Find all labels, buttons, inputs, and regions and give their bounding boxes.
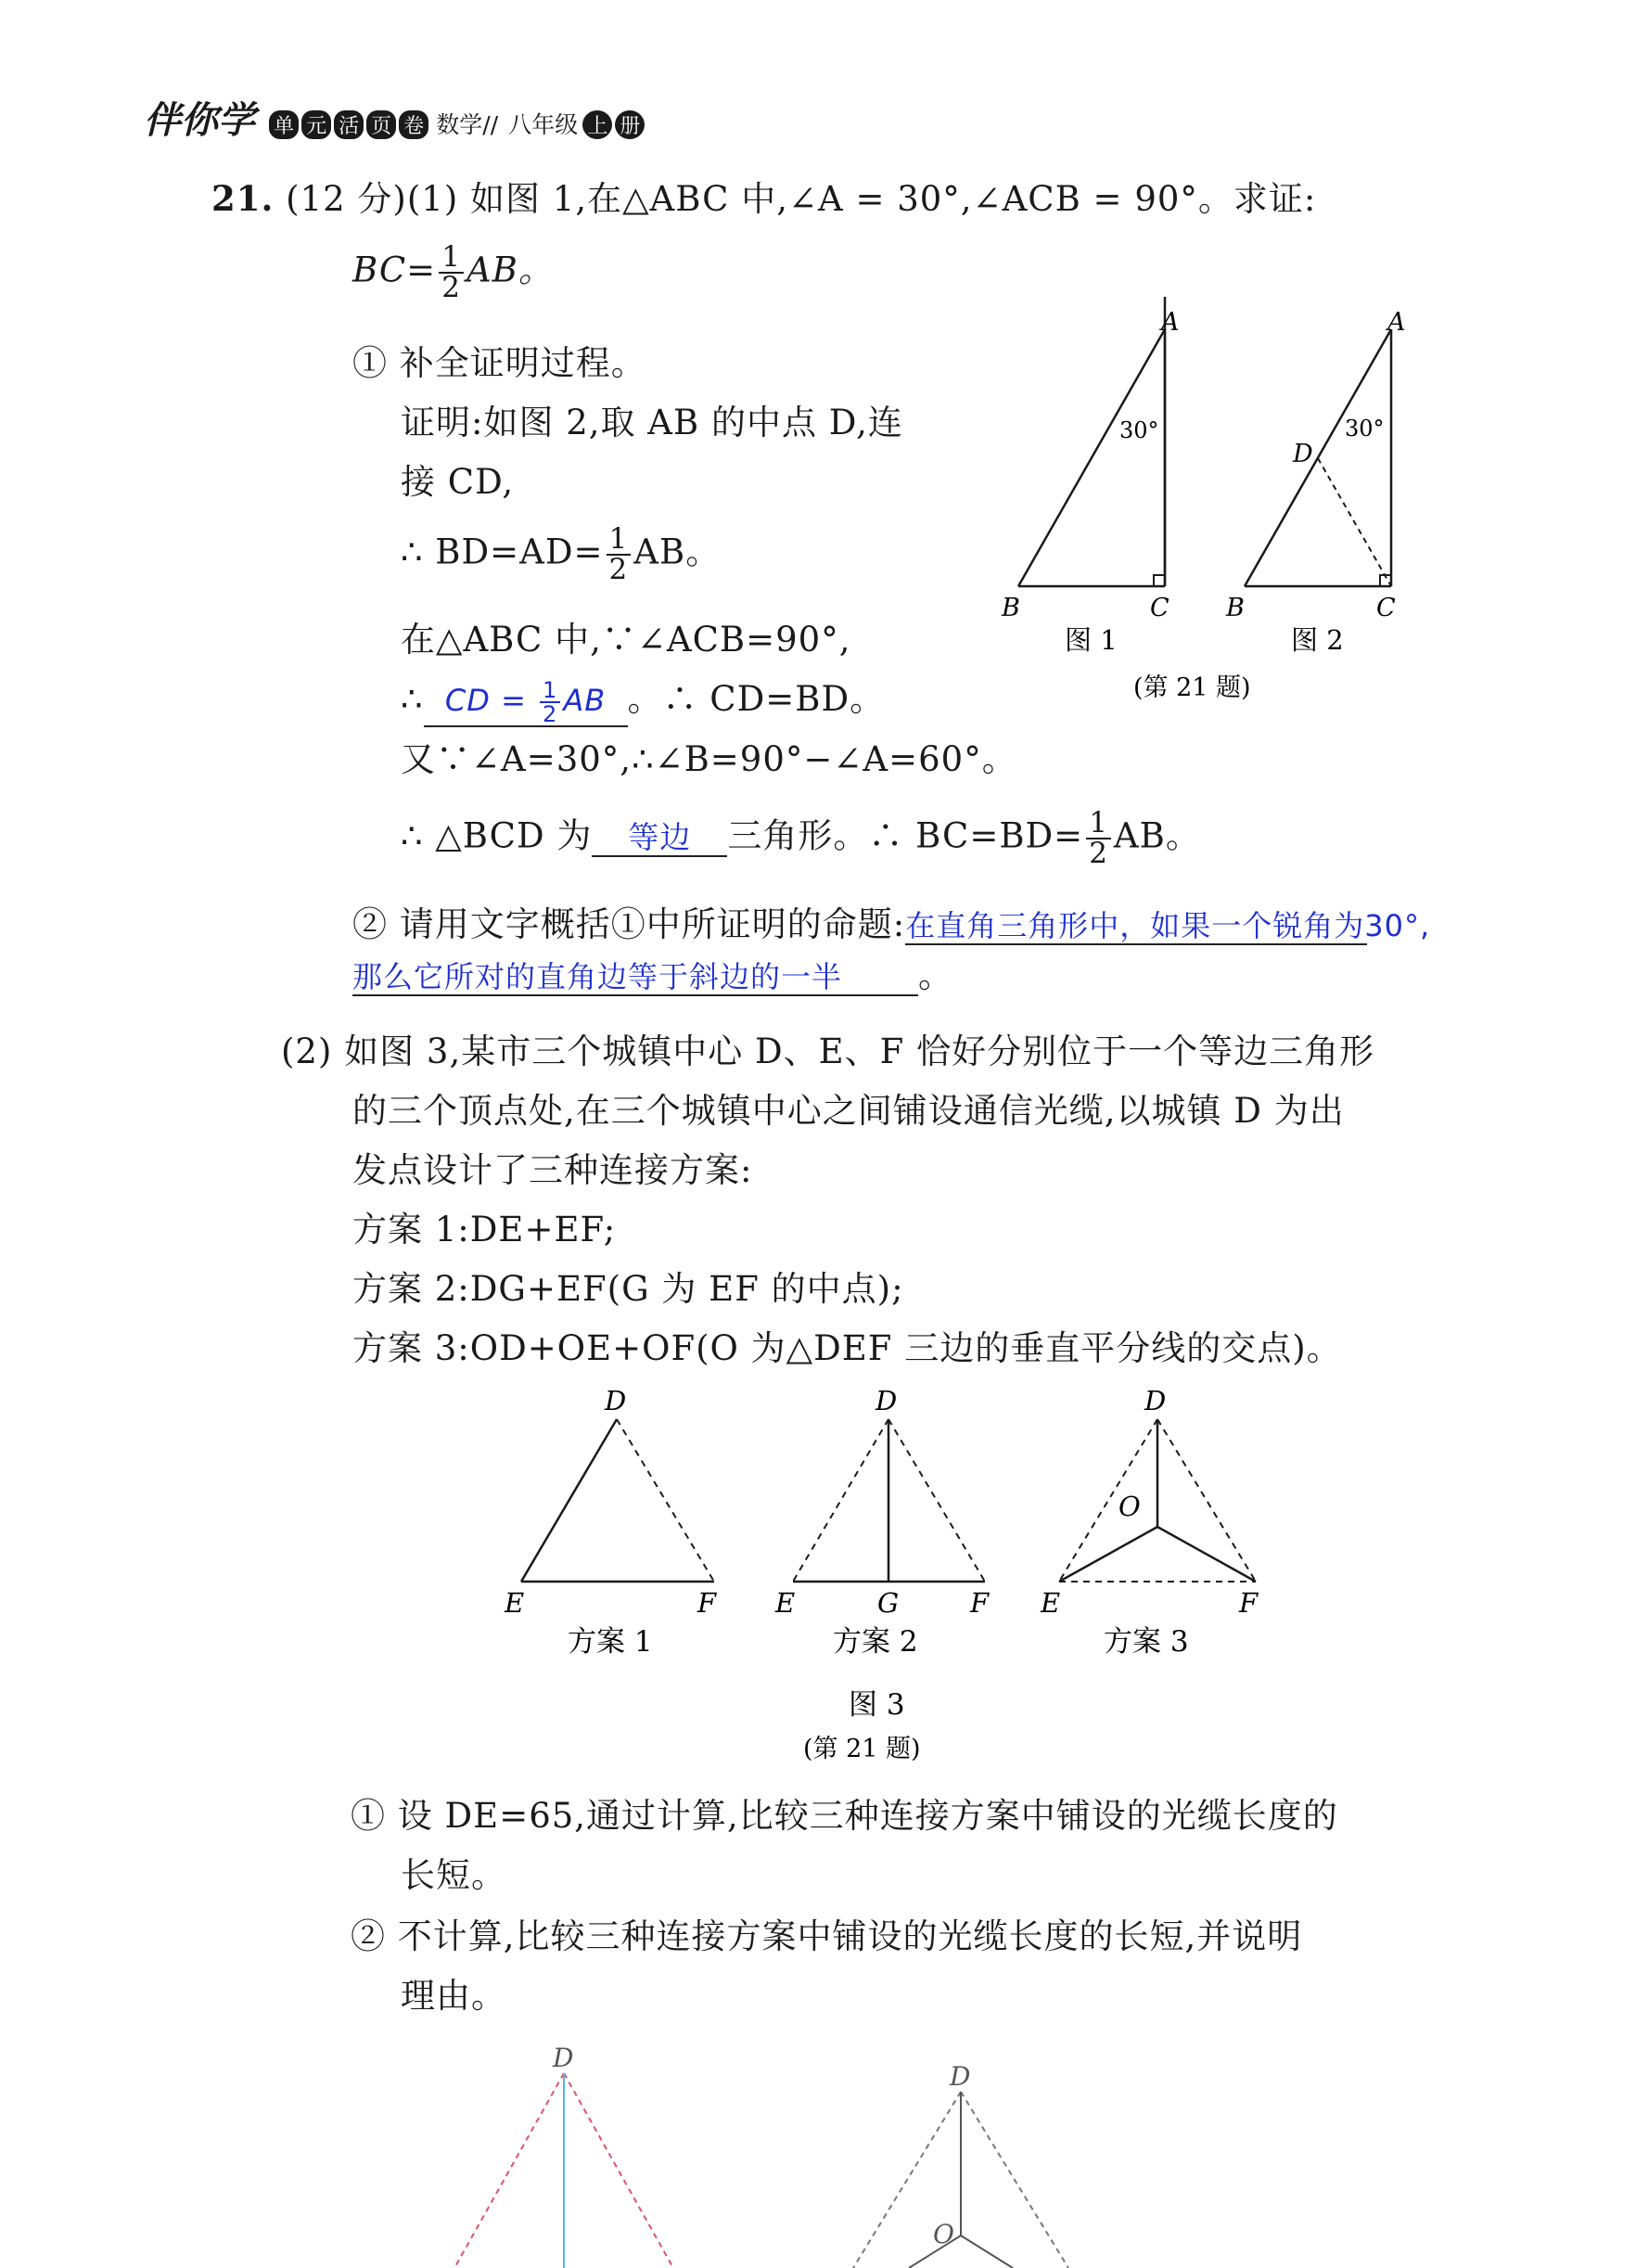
fig1-label-b: B (1002, 594, 1020, 622)
proof-line-3-post: AB。 (633, 532, 722, 572)
fig2-label-d: D (1293, 440, 1313, 468)
plan3-segment-oe (1059, 1527, 1157, 1582)
plan3-label-o: O (1118, 1491, 1141, 1522)
brand-title: 伴你学 (144, 99, 255, 142)
fraction-numerator: 1 (607, 525, 632, 556)
proof-line-5-pre: ∴ (401, 679, 424, 719)
fig2-median-cd (1318, 458, 1391, 586)
problem-number: 21. (211, 178, 275, 219)
grade-label: 八年级 (508, 111, 579, 138)
sketch-left-side-2 (564, 2073, 673, 2268)
question-2-line-1: ② 不计算,比较三种连接方案中铺设的光缆长度的长短,并说明 (351, 1916, 1303, 1956)
sketch-left-side-1 (454, 2073, 564, 2268)
fraction-half (1086, 806, 1111, 870)
proof-line-7-pre: ∴ △BCD 为 (401, 815, 593, 856)
plan3-segment-de (1059, 1419, 1157, 1582)
fig2-angle-label: 30° (1345, 416, 1385, 442)
plan3-segment-df (1157, 1419, 1256, 1582)
sketch-left-label-d: D (553, 2043, 574, 2073)
series-char: 页 (366, 110, 396, 139)
fig2-caption: 图 2 (1291, 624, 1344, 656)
fig2-label-b: B (1226, 594, 1245, 622)
series-badge (269, 115, 436, 138)
proof-line-7 (401, 806, 1201, 870)
proof-line-7-post: AB。 (1113, 815, 1201, 856)
part2-line-2: 的三个顶点处,在三个城镇中心之间铺设通信光缆,以城镇 D 为出 (352, 1091, 1345, 1131)
fig1-right-angle-mark (1154, 575, 1165, 586)
plan2-segment-df (888, 1419, 985, 1582)
fig2-label-c: C (1376, 594, 1396, 622)
plan3-caption: 方案 3 (1104, 1625, 1189, 1659)
plan1-segment-df (617, 1419, 714, 1582)
volume-char: 册 (615, 110, 645, 139)
plan3-label-f: F (1239, 1587, 1259, 1619)
series-char: 单 (269, 110, 299, 139)
fraction-numerator: 1 (540, 679, 560, 703)
step2-question (352, 904, 1431, 945)
fig1-angle-label: 30° (1119, 417, 1159, 443)
figure-3 (492, 1382, 1289, 1772)
claim-rhs: AB。 (466, 250, 554, 290)
step2-question-text: ② 请用文字概括①中所证明的命题: (352, 904, 906, 944)
plan1-caption: 方案 1 (568, 1625, 653, 1659)
plan-3-text: 方案 3:OD+OE+OF(O 为△DEF 三边的垂直平分线的交点)。 (352, 1328, 1342, 1368)
plan3-segment-of (1157, 1527, 1256, 1582)
question-2-line-2: 理由。 (401, 1976, 506, 2016)
fig3-caption: 图 3 (849, 1688, 905, 1722)
fraction-denominator: 2 (608, 553, 629, 586)
claim-lhs: BC= (352, 250, 437, 290)
page-header (144, 91, 647, 144)
fig1-label-a: A (1161, 308, 1180, 337)
step1-title: ① 补全证明过程。 (352, 343, 646, 383)
proof-line-4: 在△ABC 中,∵∠ACB=90°, (401, 620, 851, 660)
plan-1-text: 方案 1:DE+EF; (352, 1210, 617, 1249)
problem-heading (211, 178, 1316, 220)
proof-line-2: 接 CD, (401, 462, 515, 502)
plan2-label-e: E (775, 1587, 796, 1619)
fraction-half (439, 240, 464, 304)
fig1-side-ab (1018, 329, 1165, 586)
fig12-caption: (第 21 题) (1133, 673, 1251, 702)
plan1-segment-de (521, 1419, 617, 1582)
volume-char: 上 (582, 110, 612, 139)
step2-end-mark: 。 (918, 955, 953, 995)
subject-label: 数学// (436, 111, 499, 138)
fraction-half (607, 522, 632, 586)
step2-answer-line-2 (352, 955, 953, 996)
part2-line-1: (2) 如图 3,某市三个城镇中心 D、E、F 恰好分别位于一个等边三角形 (281, 1031, 1375, 1071)
question-1-line-2: 长短。 (401, 1855, 506, 1895)
proof-line-5-post: 。∴ CD=BD。 (627, 679, 886, 719)
answer-blank-theorem-1[interactable]: 在直角三角形中，如果一个锐角为30°, (905, 908, 1367, 945)
answer-blank-equilateral[interactable]: 等边 (592, 819, 727, 858)
fraction-half (540, 679, 560, 725)
fraction-denominator: 2 (441, 271, 461, 304)
plan2-label-f: F (970, 1587, 990, 1619)
plan2-label-d: D (876, 1385, 898, 1416)
proof-line-7-mid: 三角形。∴ BC=BD= (727, 815, 1084, 856)
sketch-right (853, 2092, 1068, 2268)
plan-3-diagram (1059, 1419, 1256, 1582)
plan3-label-d: D (1144, 1385, 1167, 1416)
sketch-right-side-2 (961, 2092, 1068, 2268)
answer-blank-theorem-2[interactable]: 那么它所对的直角边等于斜边的一半 (352, 959, 918, 996)
series-char: 卷 (399, 110, 428, 139)
part1-claim (352, 240, 554, 304)
plan-1-diagram (521, 1419, 714, 1582)
plan3-label-e: E (1041, 1587, 1061, 1619)
bottom-sketch (352, 2041, 1094, 2268)
proof-line-1: 证明:如图 2,取 AB 的中点 D,连 (401, 403, 903, 442)
answer-cd-lhs: CD = (444, 683, 538, 718)
series-char: 元 (301, 110, 331, 139)
sketch-right-label-d: D (950, 2061, 971, 2092)
fig1-caption: 图 1 (1065, 624, 1118, 656)
proof-line-3 (401, 522, 722, 586)
sketch-left (454, 2073, 673, 2268)
fraction-denominator: 2 (1089, 837, 1108, 870)
fraction-denominator: 2 (543, 701, 558, 727)
proof-line-3-pre: ∴ BD=AD= (401, 532, 604, 572)
plan2-label-g: G (877, 1587, 900, 1619)
series-char: 活 (334, 110, 364, 139)
answer-cd-rhs: AB (563, 683, 607, 718)
problem-score: (12 分) (286, 179, 407, 219)
answer-blank-cd[interactable] (424, 679, 628, 727)
fig3-sub-caption: (第 21 题) (803, 1735, 921, 1763)
proof-line-5 (401, 679, 885, 727)
plan1-label-d: D (605, 1385, 627, 1416)
sketch-right-of (961, 2236, 1013, 2268)
figure-1-2 (983, 297, 1465, 714)
fig2-label-a: A (1387, 308, 1406, 337)
fraction-numerator: 1 (439, 243, 464, 274)
plan1-label-e: E (505, 1587, 525, 1619)
fraction-numerator: 1 (1086, 809, 1111, 839)
question-1-line-1: ① 设 DE=65,通过计算,比较三种连接方案中铺设的光缆长度的 (351, 1796, 1338, 1836)
plan-2-text: 方案 2:DG+EF(G 为 EF 的中点); (352, 1269, 904, 1309)
plan2-caption: 方案 2 (833, 1625, 918, 1659)
plan1-label-f: F (697, 1587, 717, 1619)
plan-2-diagram (793, 1419, 985, 1582)
figure-2 (1245, 329, 1391, 586)
proof-line-6: 又∵∠A=30°,∴∠B=90°−∠A=60°。 (401, 739, 1017, 779)
part1-intro: (1) 如图 1,在△ABC 中,∠A = 30°,∠ACB = 90°。求证: (406, 179, 1317, 219)
fig1-label-c: C (1150, 594, 1169, 622)
part2-line-3: 发点设计了三种连接方案: (352, 1150, 753, 1190)
plan2-segment-de (793, 1419, 888, 1582)
sketch-right-label-o: O (933, 2219, 954, 2249)
